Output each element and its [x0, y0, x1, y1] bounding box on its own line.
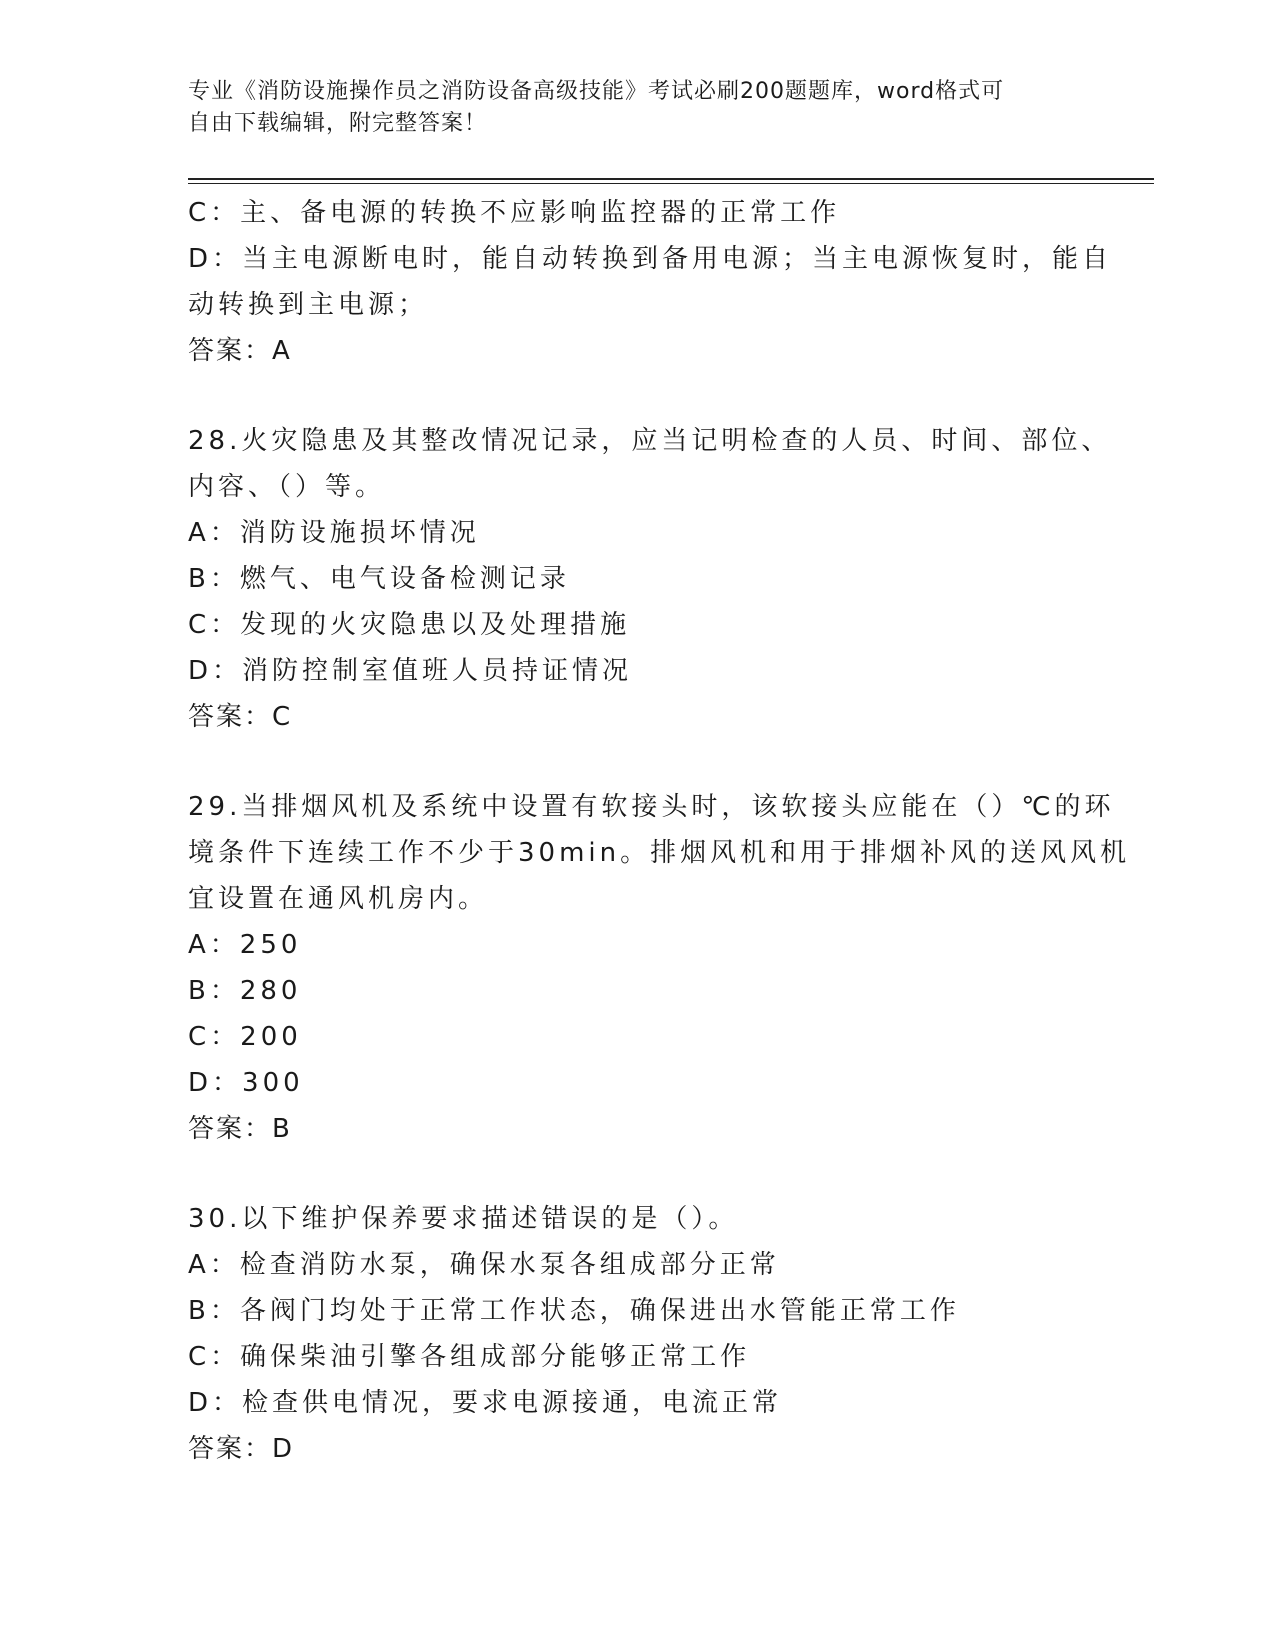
header-divider-thick: [188, 178, 1154, 180]
question-stem-line: 28.火灾隐患及其整改情况记录，应当记明检查的人员、时间、部位、: [188, 426, 1112, 456]
header-line-1: 专业《消防设施操作员之消防设备高级技能》考试必刷200题题库，word格式可: [188, 79, 1005, 104]
question-stem-line: 内容、（）等。: [188, 472, 386, 502]
option-b: B：各阀门均处于正常工作状态，确保进出水管能正常工作: [188, 1296, 960, 1326]
option-a: A：消防设施损坏情况: [188, 518, 480, 548]
spacer: [188, 740, 1088, 784]
option-d-line-2: 动转换到主电源；: [188, 290, 429, 320]
question-29: [188, 784, 1131, 1152]
answer: 答案：D: [188, 1434, 295, 1464]
header-line-2: 自由下载编辑，附完整答案！: [188, 111, 488, 136]
answer: 答案：A: [188, 336, 292, 366]
spacer: [188, 1152, 1088, 1196]
answer: 答案：C: [188, 702, 293, 732]
spacer: [188, 374, 1088, 418]
option-a: A：检查消防水泵，确保水泵各组成部分正常: [188, 1250, 780, 1280]
option-b: B：燃气、电气设备检测记录: [188, 564, 570, 594]
document-header: [188, 76, 1088, 140]
header-divider-thin: [188, 183, 1154, 184]
question-stem-line: 境条件下连续工作不少于30min。排烟风机和用于排烟补风的送风风机: [188, 838, 1131, 868]
option-c: C：主、备电源的转换不应影响监控器的正常工作: [188, 198, 841, 228]
answer: 答案：B: [188, 1114, 292, 1144]
option-c: C：200: [188, 1022, 302, 1052]
option-a: A：250: [188, 930, 302, 960]
question-stem-line: 30.以下维护保养要求描述错误的是（）。: [188, 1204, 739, 1234]
option-d: D：300: [188, 1068, 304, 1098]
question-content: [188, 190, 1131, 1472]
option-c: C：确保柴油引擎各组成部分能够正常工作: [188, 1342, 751, 1372]
option-b: B：280: [188, 976, 302, 1006]
option-d-line-1: D：当主电源断电时，能自动转换到备用电源；当主电源恢复时，能自: [188, 244, 1113, 274]
option-c: C：发现的火灾隐患以及处理措施: [188, 610, 631, 640]
question-28: [188, 418, 1112, 740]
question-stem-line: 宜设置在通风机房内。: [188, 884, 489, 914]
question-stem-line: 29.当排烟风机及系统中设置有软接头时，该软接头应能在（）℃的环: [188, 792, 1115, 822]
option-d: D：检查供电情况，要求电源接通，电流正常: [188, 1388, 783, 1418]
question-30: [188, 1196, 1088, 1472]
option-d: D：消防控制室值班人员持证情况: [188, 656, 633, 686]
previous-question-tail: [188, 190, 1113, 374]
